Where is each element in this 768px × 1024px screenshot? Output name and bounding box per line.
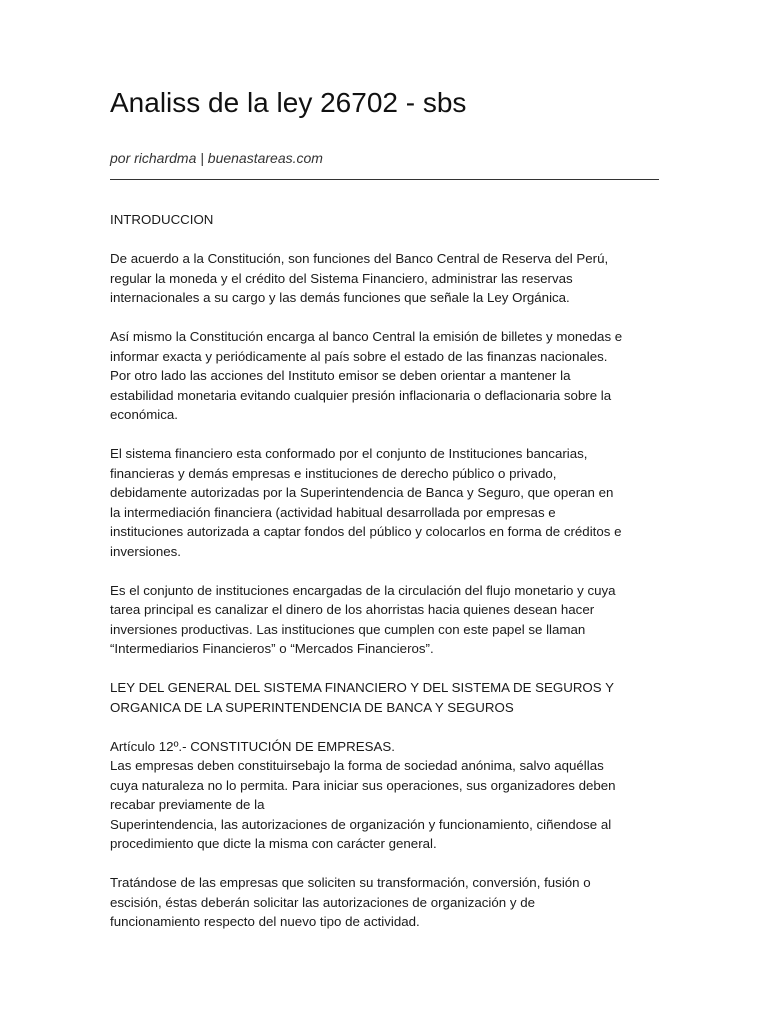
text-line: regular la moneda y el crédito del Sistema Financiero, administrar las reservas xyxy=(110,270,573,286)
paragraph-articulo-12 xyxy=(110,737,659,854)
paragraph-sistema-financiero xyxy=(110,444,659,561)
text-line: Las empresas deben constituirsebajo la forma de sociedad anónima, salvo aquéllas xyxy=(110,758,604,773)
text-line: ORGANICA DE LA SUPERINTENDENCIA DE BANCA Y SEGUROS xyxy=(110,699,514,715)
text-line: instituciones autorizada a captar fondos del público y colocarlos en forma de créditos e xyxy=(110,524,622,539)
text-line: inversiones. xyxy=(110,543,181,559)
paragraph-constitucion xyxy=(110,249,659,308)
paragraph-introduccion xyxy=(110,210,659,230)
text-line: “Intermediarios Financieros” o “Mercados Financieros”. xyxy=(110,641,434,656)
text-line: cuya naturaleza no lo permita. Para iniciar sus operaciones, sus organizadores deben xyxy=(110,777,616,793)
paragraph-ley-heading xyxy=(110,678,659,717)
text-line: escisión, éstas deberán solicitar las autorizaciones de organización y de xyxy=(110,894,536,910)
text-line: inversiones productivas. Las instituciones que cumplen con este papel se llaman xyxy=(110,621,586,637)
title-divider xyxy=(110,179,659,180)
text-line: debidamente autorizadas por la Superintendencia de Banca y Seguro, que operan en xyxy=(110,485,614,500)
text-line: Por otro lado las acciones del Instituto emisor se deben orientar a mantener la xyxy=(110,368,571,383)
paragraph-transformacion xyxy=(110,873,659,932)
text-line: la intermediación financiera (actividad habitual desarrollada por empresas e xyxy=(110,504,556,520)
text-line: tarea principal es canalizar el dinero de los ahorristas hacia quienes desean hacer xyxy=(110,602,595,617)
text-line: Tratándose de las empresas que soliciten su transformación, conversión, fusión o xyxy=(110,875,591,890)
text-line: De acuerdo a la Constitución, son funciones del Banco Central de Reserva del Perú, xyxy=(110,251,609,266)
text-line: Es el conjunto de instituciones encargadas de la circulación del flujo monetario y cuya xyxy=(110,582,616,598)
text-line: financieras y demás empresas e instituciones de derecho público o privado, xyxy=(110,465,557,481)
paragraph-instituciones xyxy=(110,581,659,659)
text-line: Artículo 12º.- CONSTITUCIÓN DE EMPRESAS. xyxy=(110,738,395,754)
text-line: Así mismo la Constitución encarga al banco Central la emisión de billetes y monedas e xyxy=(110,329,623,344)
text-line: informar exacta y periódicamente al país sobre el estado de las finanzas nacionales. xyxy=(110,348,608,364)
text-line: internacionales a su cargo y las demás funciones que señale la Ley Orgánica. xyxy=(110,290,570,305)
text-line: procedimiento que dicte la misma con carácter general. xyxy=(110,836,437,851)
paragraph-banco-central xyxy=(110,327,659,425)
text-line: recabar previamente de la xyxy=(110,797,265,812)
document-byline[interactable]: por richardma | buenastareas.com xyxy=(110,150,323,166)
text-line: funcionamiento respecto del nuevo tipo de actividad. xyxy=(110,914,420,929)
document-body xyxy=(110,210,659,951)
text-line: INTRODUCCION xyxy=(110,212,214,227)
document-title: Analiss de la ley 26702 - sbs xyxy=(110,87,467,118)
text-line: Superintendencia, las autorizaciones de organización y funcionamiento, ciñendose al xyxy=(110,816,612,832)
text-line: económica. xyxy=(110,407,178,422)
text-line: El sistema financiero esta conformado por el conjunto de Instituciones bancarias, xyxy=(110,446,588,461)
text-line: estabilidad monetaria evitando cualquier presión inflacionaria o deflacionaria sobre la xyxy=(110,387,612,403)
text-line: LEY DEL GENERAL DEL SISTEMA FINANCIERO Y DEL SISTEMA DE SEGUROS Y xyxy=(110,680,614,695)
